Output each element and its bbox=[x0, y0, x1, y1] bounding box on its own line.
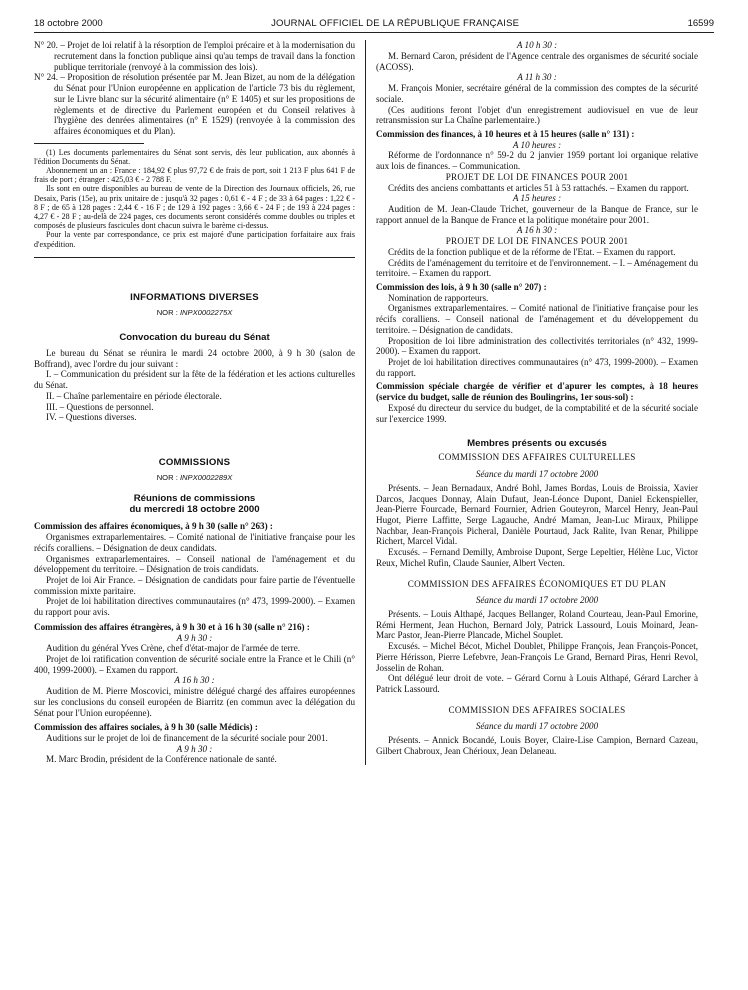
footnote-divider bbox=[34, 143, 144, 144]
two-column-body bbox=[34, 40, 714, 765]
agenda-line: Crédits des anciens combattants et articles 51 à 53 rattachés. – Examen du rapport. bbox=[388, 182, 689, 193]
commission-heading-lois: Commission des lois, à 9 h 30 (salle n° 207) : bbox=[376, 282, 547, 293]
agenda-line: M. Marc Brodin, président de la Conférence nationale de santé. bbox=[46, 754, 277, 765]
agenda-item: I. – Communication du président sur la fête de la fédération et les actions culturelles du Sénat. bbox=[34, 369, 355, 391]
header-title: JOURNAL OFFICIEL DE LA RÉPUBLIQUE FRANÇAISE bbox=[271, 18, 520, 29]
convocation-title: Convocation du bureau du Sénat bbox=[119, 332, 270, 343]
nor-reference: NOR : INPX0002275X bbox=[156, 308, 233, 318]
section-title-informations: INFORMATIONS DIVERSES bbox=[130, 291, 259, 303]
nor-reference: NOR : INPX0002289X bbox=[156, 473, 233, 483]
agenda-line: Crédits de l'aménagement du territoire et de l'environnement. – I. – Aménagement du territoire. – Examen du rapport. bbox=[376, 257, 698, 279]
commission-heading-fin: Commission des finances, à 10 heures et à 15 heures (salle n° 131) : bbox=[376, 128, 635, 139]
session-date: Séance du mardi 17 octobre 2000 bbox=[475, 469, 599, 480]
commission-heading-soc: Commission des affaires sociales, à 9 h 30 (salle Médicis) : bbox=[34, 722, 258, 733]
agenda-line: Projet de loi habilitation directives communautaires (n° 473, 1999-2000). – Examen du rapport. bbox=[376, 357, 698, 378]
members-excused: Excusés. – Fernand Demilly, Ambroise Dupont, Serge Lepeltier, Hélène Luc, Victor Reux, Michel Rufin, Claude Saunier, Albert Vecten. bbox=[376, 547, 698, 568]
page-header bbox=[34, 18, 714, 33]
commission-name-economiques: COMMISSION DES AFFAIRES ÉCONOMIQUES ET DU PLAN bbox=[407, 578, 667, 589]
header-page-number: 16599 bbox=[687, 18, 714, 29]
header-date: 18 octobre 2000 bbox=[34, 18, 103, 29]
left-column bbox=[34, 40, 366, 765]
agenda-line: (Ces auditions feront l'objet d'un enregistrement audiovisuel en vue de leur retransmission sur La Chaîne parlementaire.) bbox=[376, 104, 698, 126]
agenda-line: Organismes extraparlementaires. – Comité national de l'initiative française pour les récifs coralliens. – Désignation de deux candidats. bbox=[34, 532, 355, 553]
time-slot: A 10 heures : bbox=[512, 139, 562, 150]
commission-heading-speciale: Commission spéciale chargée de vérifier et d'apurer les comptes, à 18 heures (service du budget, salle de réunion des Boulingrins, 1er sous-sol) : bbox=[376, 381, 698, 403]
agenda-line: Audition de M. Jean-Claude Trichet, gouverneur de la Banque de France, sur le rapport annuel de la Banque de France et la politique monétaire pour 2001. bbox=[376, 203, 698, 225]
time-slot: A 10 h 30 : bbox=[516, 40, 558, 51]
time-slot: A 15 heures : bbox=[512, 193, 562, 204]
budget-bill-heading: PROJET DE LOI DE FINANCES POUR 2001 bbox=[445, 236, 629, 247]
commission-heading-etr: Commission des affaires étrangères, à 9 h 30 et à 16 h 30 (salle n° 216) : bbox=[34, 621, 310, 632]
commission-name-culturelles: COMMISSION DES AFFAIRES CULTURELLES bbox=[438, 452, 636, 463]
convocation-text: Le bureau du Sénat se réunira le mardi 24 octobre 2000, à 9 h 30 (salon de Boffrand), avec l'ordre du jour suivant : bbox=[34, 348, 355, 369]
document-item: N° 20. – Projet de loi relatif à la résorption de l'emploi précaire et à la modernisation du recrutement dans la fonction publique ainsi qu'au temps de travail dans la fonction publique territoriale (renvoyé à la commission des lois). bbox=[34, 40, 355, 72]
agenda-item: II. – Chaîne parlementaire en période électorale. bbox=[46, 390, 222, 401]
members-present: Présents. – Annick Bocandé, Louis Boyer, Claire-Lise Campion, Bernard Cazeau, Gilbert Chabroux, Jean Chérioux, Jean Delaneau. bbox=[376, 735, 698, 756]
agenda-line: Crédits de la fonction publique et de la réforme de l'Etat. – Examen du rapport. bbox=[388, 246, 676, 257]
footnote: (1) Les documents parlementaires du Sénat sont servis, dès leur publication, aux abonnés à l'édition Documents du Sénat. bbox=[34, 147, 355, 166]
time-slot: A 16 h 30 : bbox=[516, 225, 558, 236]
commission-name-sociales: COMMISSION DES AFFAIRES SOCIALES bbox=[448, 704, 626, 715]
agenda-line: Audition du général Yves Crène, chef d'état-major de l'armée de terre. bbox=[46, 643, 301, 654]
agenda-line: Organismes extraparlementaires. – Comité national de l'initiative française pour les récifs coralliens. – Conseil national de l'aménagement et du développement du territoire. – Désignation de candidats. bbox=[376, 303, 698, 335]
time-slot: A 9 h 30 : bbox=[176, 743, 213, 754]
agenda-line: Audition de M. Pierre Moscovici, ministre délégué chargé des affaires européennes sur les conclusions du conseil européen de Biarritz (en commun avec la délégation du Sénat pour l'Union européenne). bbox=[34, 686, 355, 718]
section-title-commissions: COMMISSIONS bbox=[158, 457, 231, 469]
document-item: N° 24. – Proposition de résolution présentée par M. Jean Bizet, au nom de la délégation du Sénat pour l'Union européenne en application de l'article 73 bis du règlement, sur le Livre blanc sur la sécurité alimentaire (n° E 1405) et sur les propositions de règlements et de directive du Parlement européen et du Conseil relatives à l'hygiène des denrées alimentaires (n° E 1529) (renvoyée à la commission des affaires économiques et du Plan). bbox=[34, 72, 355, 136]
agenda-line: M. Bernard Caron, président de l'Agence centrale des organismes de sécurité sociale (ACOSS). bbox=[376, 50, 698, 72]
budget-bill-heading: PROJET DE LOI DE FINANCES POUR 2001 bbox=[445, 171, 629, 182]
agenda-line: Proposition de loi libre administration des collectivités territoriales (n° 432, 1999-2000). – Examen du rapport. bbox=[376, 335, 698, 357]
time-slot: A 16 h 30 : bbox=[174, 675, 215, 686]
session-date: Séance du mardi 17 octobre 2000 bbox=[475, 721, 599, 732]
commission-heading-eco: Commission des affaires économiques, à 9 h 30 (salle n° 263) : bbox=[34, 521, 273, 532]
agenda-item: IV. – Questions diverses. bbox=[46, 412, 137, 423]
vote-delegation: Ont délégué leur droit de vote. – Gérard Cornu à Louis Althapé, Gérard Larcher à Patrick Lassourd. bbox=[376, 673, 698, 695]
time-slot: A 9 h 30 : bbox=[176, 632, 213, 643]
price-note: Ils sont en outre disponibles au bureau de vente de la Direction des Journaux officiels, 26, rue Desaix, Paris (15e), au prix unitaire de : jusqu'à 32 pages : 0,61 € - 4 F ; de 33 à 64 pages : 1,22 € - 8 F ; de 65 à 128 pages : 2,44 € - 16 F ; de 129 à 192 pages : 3,66 € - 24 F ; de 193 à 224 pages : 4,27 € - 28 F ; au-delà de 224 pages, ces documents seront considérés comme doubles ou triples et composés de plusieurs fascicules dont chacun suivra le barème ci-dessus. bbox=[34, 184, 355, 231]
shipping-note: Pour la vente par correspondance, ce prix est majoré d'une participation forfaitaire aux frais d'expédition. bbox=[34, 230, 355, 249]
agenda-line: Projet de loi habilitation directives communautaires (n° 473, 1999-2000). – Examen du rapport pour avis. bbox=[34, 596, 355, 618]
agenda-line: Projet de loi ratification convention de sécurité sociale entre la France et le Chili (n° 400, 1999-2000). – Examen du rapport. bbox=[34, 654, 355, 675]
agenda-line: Nomination de rapporteurs. bbox=[388, 292, 489, 303]
agenda-line: Exposé du directeur du service du budget, de la comptabilité et de la sécurité sociale sur l'exercice 1999. bbox=[376, 402, 698, 424]
members-excused: Excusés. – Michel Bécot, Michel Doublet, Philippe François, Jean François-Poncet, Pierre Hérisson, Pierre Lefebvre, Jean-François Le Grand, Bernard Piras, Henri Revol, Josselin de Rohan. bbox=[376, 641, 698, 673]
subscription-note: Abonnement un an : France : 184,92 € plus 97,72 € de frais de port, soit 1 213 F plus 641 F de frais de port ; étranger : 425,03 € - 2 788 F. bbox=[34, 166, 355, 185]
members-present: Présents. – Jean Bernadaux, André Bohl, James Bordas, Louis de Broissia, Xavier Darcos, Jacques Donnay, Alain Dufaut, Jean-Léonce Dupont, Daniel Eckenspieller, Jean-Pierre Fourcade, Bernard Fournier, Adrien Gouteyron, Marcel Henry, Jean-Paul Hugot, Pierre Laffitte, Serge Lagauche, André Maman, Jean-Luc Miraux, Philippe Nachbar, Jean-François Picheral, Danièle Pourtaud, Jack Ralite, Ivan Renar, Philippe Richert, Marcel Vidal. bbox=[376, 482, 698, 547]
agenda-line: Projet de loi Air France. – Désignation de candidats pour faire partie de l'éventuelle commission mixte paritaire. bbox=[34, 574, 355, 596]
agenda-line: M. François Monier, secrétaire général de la commission des comptes de la sécurité sociale. bbox=[376, 83, 698, 104]
agenda-item: III. – Questions de personnel. bbox=[46, 401, 154, 412]
time-slot: A 11 h 30 : bbox=[517, 72, 557, 83]
agenda-line: Organismes extraparlementaires. – Conseil national de l'aménagement et du développement du territoire. – Désignation de trois candidats. bbox=[34, 553, 355, 575]
members-present: Présents. – Louis Althapé, Jacques Bellanger, Roland Courteau, Jean-Paul Emorine, Rémi Herment, Jean Huchon, Bernard Joly, Patrick Lassourd, Louis Moinard, Jean-Marc Pastor, Jean-Pierre Plancade, Michel Souplet. bbox=[376, 609, 698, 641]
section-divider bbox=[34, 257, 355, 258]
meetings-title: Réunions de commissions bbox=[133, 493, 256, 505]
agenda-line: Auditions sur le projet de loi de financement de la sécurité sociale pour 2001. bbox=[46, 733, 328, 744]
members-title: Membres présents ou excusés bbox=[467, 438, 607, 450]
right-column bbox=[366, 40, 698, 765]
session-date: Séance du mardi 17 octobre 2000 bbox=[475, 595, 599, 606]
meetings-date: du mercredi 18 octobre 2000 bbox=[129, 504, 260, 516]
agenda-line: Réforme de l'ordonnance n° 59-2 du 2 janvier 1959 portant loi organique relative aux lois de finances. – Communication. bbox=[376, 150, 698, 172]
